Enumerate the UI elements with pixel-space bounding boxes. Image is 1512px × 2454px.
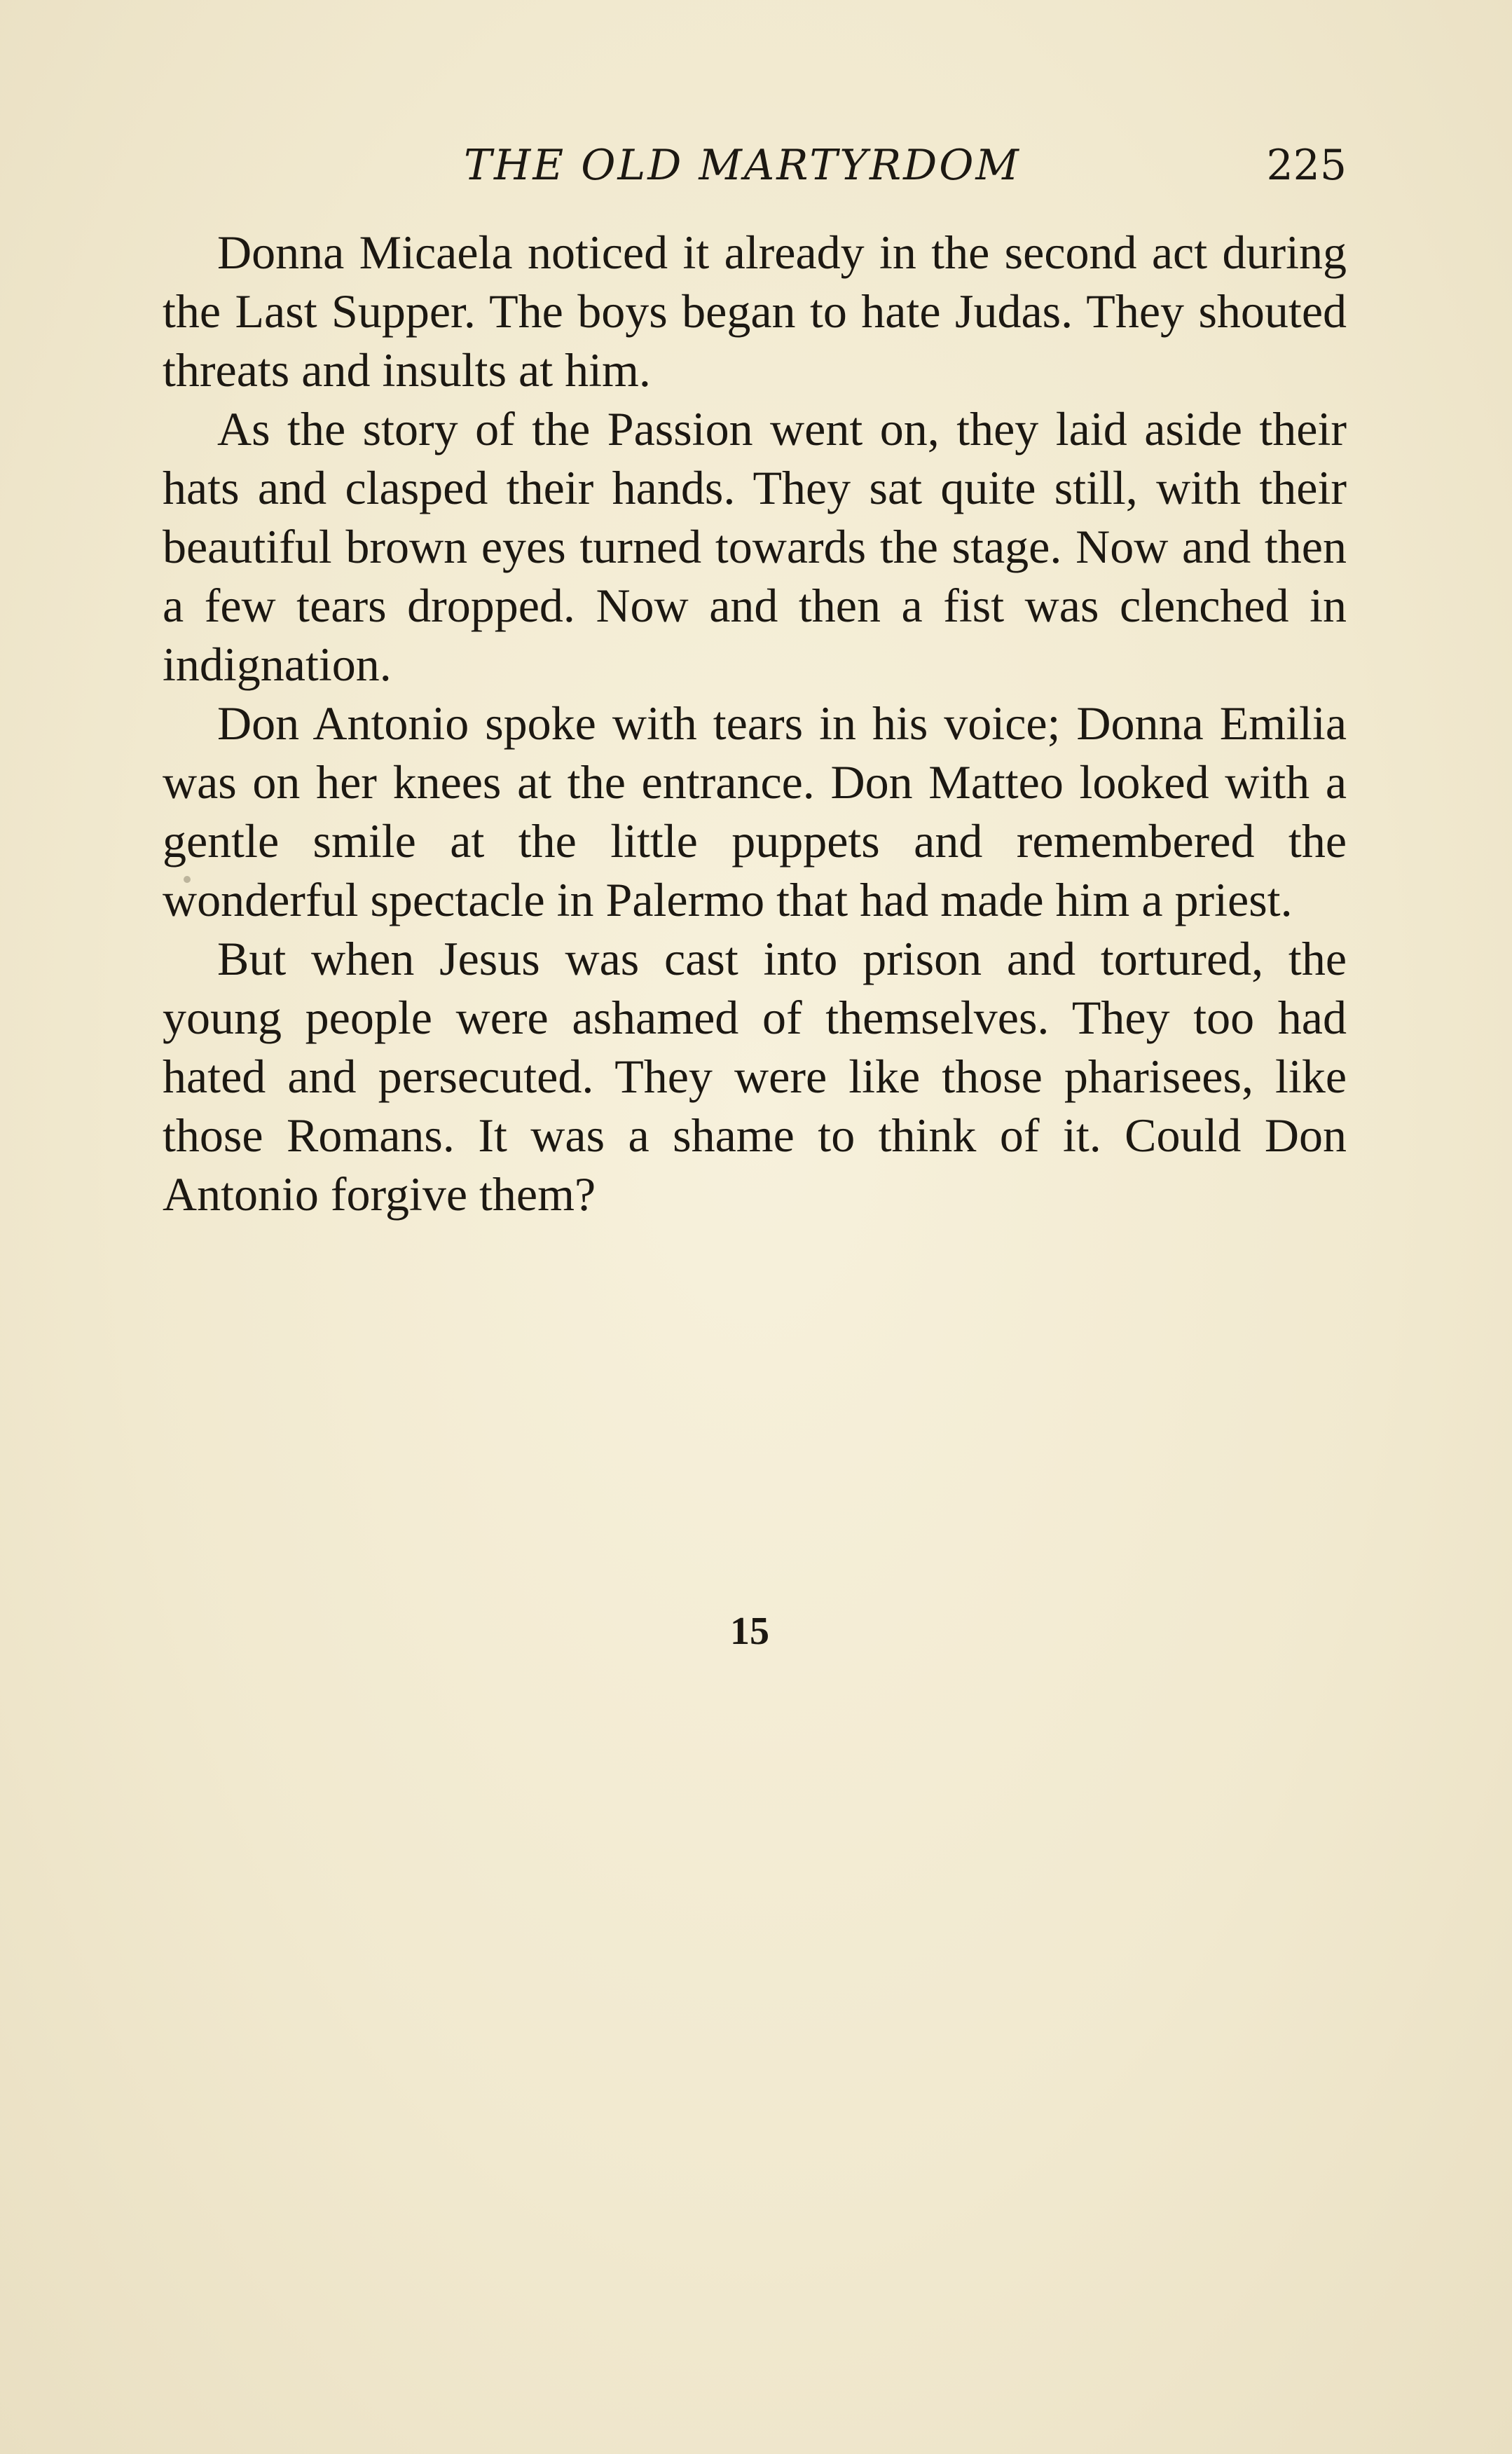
signature-mark: 15 <box>730 1610 769 1653</box>
page-header <box>163 137 1347 193</box>
body-text <box>163 223 1347 1223</box>
ink-speck <box>184 876 191 883</box>
paragraph-4: But when Jesus was cast into prison and tortured, the young people were ashamed of themselves. They too had hated and persecuted. They were like those pharisees, like those Romans. It was a shame to think of it. Could Don Antonio forgive them? <box>163 932 1347 1221</box>
page-number: 225 <box>1266 141 1347 190</box>
running-title: THE OLD MARTYRDOM <box>464 141 1021 190</box>
paragraph-3: Don Antonio spoke with tears in his voice; Donna Emilia was on her knees at the entrance. Don Matteo looked with a gentle smile at the little puppets and remembered the wonderful spectacle in Palermo that had made him a priest. <box>163 697 1347 926</box>
paragraph-2: As the story of the Passion went on, they laid aside their hats and clasped their hands. They sat quite still, with their beautiful brown eyes turned towards the stage. Now and then a few tears dropped. Now and then a fist was clenched in indignation. <box>163 402 1347 691</box>
paragraph-1: Donna Micaela noticed it already in the second act during the Last Supper. The boys began to hate Judas. They shouted threats and insults at him. <box>163 226 1347 397</box>
